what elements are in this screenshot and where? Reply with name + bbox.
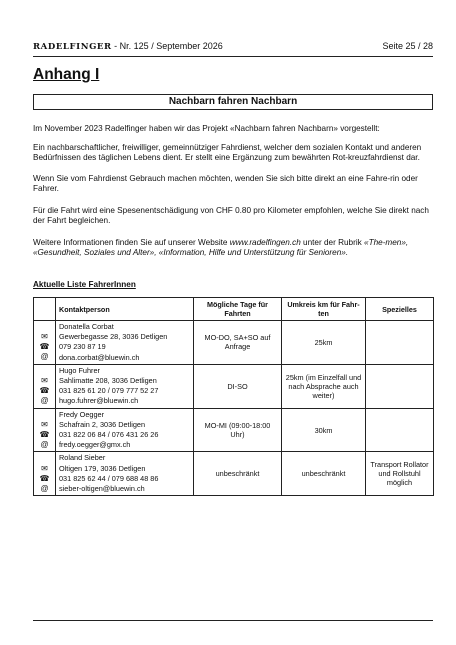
- intro-paragraph: Im November 2023 Radelfinger haben wir das Projekt «Nachbarn fahren Nachbarn» vorgestellt:: [33, 124, 380, 133]
- at-icon: @: [40, 396, 49, 406]
- fee-paragraph: Für die Fahrt wird eine Spesenentschädigung von CHF 0.80 pro Kilometer empfohlen, welche Sie direkt nach der Fahrt begleichen.: [33, 206, 429, 226]
- radius-cell: 30km: [282, 408, 366, 452]
- special-cell: [366, 408, 434, 452]
- special-cell: [366, 364, 434, 408]
- rubric-names: «The-men», «Gesundheit, Soziales und Alter», «Information, Hilfe und Unterstützung für Senioren».: [33, 238, 409, 258]
- driver-table: [33, 297, 434, 496]
- col-days: Mögliche Tage für Fahrten: [194, 298, 282, 321]
- days-cell: MO-DO, SA+SO auf Anfrage: [194, 321, 282, 365]
- driver-address: Oltigen 179, 3036 Detligen: [59, 463, 146, 473]
- days-cell: DI-SO: [194, 364, 282, 408]
- driver-phone: 031 822 06 84 / 076 431 26 26: [59, 430, 159, 440]
- phone-icon: ☎: [39, 473, 50, 483]
- driver-email[interactable]: hugo.fuhrer@bluewin.ch: [59, 396, 139, 406]
- at-icon: @: [40, 483, 49, 493]
- driver-name: Hugo Fuhrer: [59, 365, 100, 375]
- driver-list-title: Aktuelle Liste FahrerInnen: [33, 280, 136, 289]
- table-row: [34, 321, 434, 365]
- days-cell: unbeschränkt: [194, 452, 282, 496]
- driver-email[interactable]: dona.corbat@bluewin.ch: [59, 352, 140, 362]
- contact-cell: [56, 408, 194, 452]
- phone-icon: ☎: [39, 342, 50, 352]
- issue-info: - Nr. 125 / September 2026: [111, 41, 223, 51]
- newsletter-brand: RADELFINGER: [33, 42, 112, 52]
- driver-phone: 031 825 61 20 / 079 777 52 27: [59, 386, 159, 396]
- footer-divider: [33, 620, 433, 621]
- radius-cell: unbeschränkt: [282, 452, 366, 496]
- page-heading: Anhang I: [33, 66, 100, 83]
- table-row: [34, 364, 434, 408]
- envelope-icon: ✉: [41, 332, 48, 342]
- radius-cell: 25km (im Einzelfall und nach Absprache auch weiter): [282, 364, 366, 408]
- table-row: [34, 452, 434, 496]
- driver-address: Gewerbegasse 28, 3036 Detligen: [59, 332, 168, 342]
- phone-icon: ☎: [39, 430, 50, 440]
- info-paragraph: Weitere Informationen finden Sie auf unserer Website www.radelfingen.ch unter der Rubrik «The-men», «Gesundheit, Soziales und Alter», «Information, Hilfe und Unterstützung für Senioren».: [33, 238, 409, 258]
- page-header: [33, 39, 433, 53]
- driver-phone: 031 825 62 44 / 079 688 48 86: [59, 473, 159, 483]
- contact-cell: [56, 364, 194, 408]
- driver-email[interactable]: fredy.oegger@gmx.ch: [59, 440, 131, 450]
- driver-email[interactable]: sieber-oltigen@bluewin.ch: [59, 484, 145, 494]
- envelope-icon: ✉: [41, 420, 48, 430]
- section-title-box: Nachbarn fahren Nachbarn: [33, 94, 433, 110]
- table-row: [34, 408, 434, 452]
- website-link[interactable]: www.radelfingen.ch: [229, 238, 301, 247]
- at-icon: @: [40, 440, 49, 450]
- contact-cell: [56, 452, 194, 496]
- col-radius: Umkreis km für Fahr-ten: [282, 298, 366, 321]
- special-cell: Transport Rollator und Rollstuhl möglich: [366, 452, 434, 496]
- driver-name: Donatella Corbat: [59, 322, 114, 331]
- driver-address: Schafrain 2, 3036 Detligen: [59, 419, 145, 429]
- header-divider: [33, 56, 433, 57]
- radius-cell: 25km: [282, 321, 366, 365]
- description-paragraph: Ein nachbarschaftlicher, freiwilliger, gemeinnütziger Fahrdienst, welcher dem sozialen Kontakt und anderen Bedürfnissen des täglichen Lebens dient. Er stellt eine Ergänzung zum bewährten Rot-kreuzfahrdienst dar.: [33, 143, 422, 163]
- envelope-icon: ✉: [41, 376, 48, 386]
- phone-icon: ☎: [39, 386, 50, 396]
- days-cell: MO-MI (09:00-18:00 Uhr): [194, 408, 282, 452]
- table-header-row: [34, 298, 434, 321]
- driver-name: Roland Sieber: [59, 453, 106, 463]
- driver-name: Fredy Oegger: [59, 409, 105, 419]
- usage-paragraph: Wenn Sie vom Fahrdienst Gebrauch machen möchten, wenden Sie sich bitte direkt an eine Fahre-rin oder Fahrer.: [33, 174, 418, 194]
- at-icon: @: [40, 352, 49, 362]
- col-special: Spezielles: [366, 298, 434, 321]
- driver-address: Sahlimatte 208, 3036 Detligen: [59, 376, 157, 386]
- driver-phone: 079 230 87 19: [59, 342, 106, 352]
- contact-cell: [56, 321, 194, 365]
- page-number: Seite 25 / 28: [382, 41, 433, 51]
- special-cell: [366, 321, 434, 365]
- col-contact: Kontaktperson: [56, 298, 194, 321]
- envelope-icon: ✉: [41, 463, 48, 473]
